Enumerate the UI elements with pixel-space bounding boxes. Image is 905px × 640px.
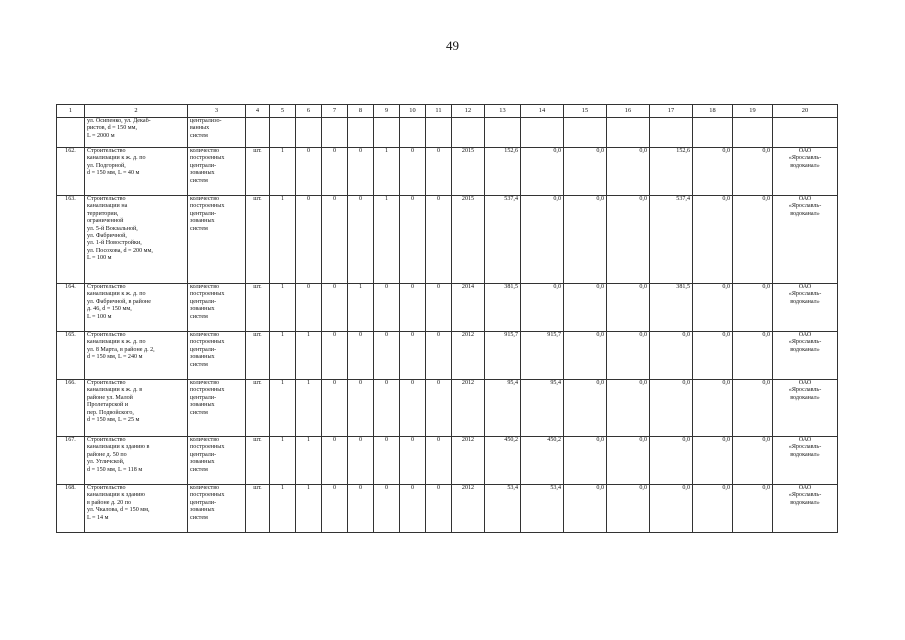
value-cell: 0 (426, 332, 452, 380)
column-header: 19 (733, 105, 773, 118)
value-cell: 1 (296, 485, 322, 533)
table-row (57, 437, 838, 485)
year-cell: 2012 (452, 437, 485, 485)
amount-cell: 53,4 (521, 485, 564, 533)
column-header: 9 (374, 105, 400, 118)
column-header: 14 (521, 105, 564, 118)
amount-cell: 0,0 (650, 332, 693, 380)
amount-cell: 450,2 (521, 437, 564, 485)
indicator-cell: количество построенных централи- зованных систем (188, 284, 246, 332)
indicator-cell: количество построенных централи- зованных систем (188, 332, 246, 380)
amount-cell: 915,7 (521, 332, 564, 380)
project-name-cell: Строительство канализации к ж. д. по ул. Подгорной, d = 150 мм, L = 40 м (85, 148, 188, 196)
value-cell: 1 (270, 485, 296, 533)
amount-cell: 0,0 (733, 485, 773, 533)
table-row (57, 380, 838, 437)
amount-cell: 0,0 (607, 284, 650, 332)
value-cell: 0 (374, 380, 400, 437)
year-cell: 2012 (452, 380, 485, 437)
amount-cell: 0,0 (693, 196, 733, 284)
column-header: 7 (322, 105, 348, 118)
table-row (57, 284, 838, 332)
value-cell: 0 (348, 332, 374, 380)
project-name-cell: Строительство канализации на территории, ограниченной ул. 5-й Вокзальной, ул. Фабричной, ул. 1-й Новостройки, ул. Посохова, d = 200 мм, L = 100 м (85, 196, 188, 284)
amount-cell: 0,0 (564, 284, 607, 332)
unit-cell: шт. (246, 437, 270, 485)
amount-cell: 95,4 (521, 380, 564, 437)
value-cell: 0 (426, 196, 452, 284)
column-header: 3 (188, 105, 246, 118)
column-header: 11 (426, 105, 452, 118)
continuation-row (57, 118, 838, 148)
amount-cell: 0,0 (733, 284, 773, 332)
value-cell: 0 (348, 380, 374, 437)
indicator-cell: количество построенных централи- зованных систем (188, 380, 246, 437)
total-cell: 381,5 (485, 284, 521, 332)
organization-cell: ОАО «Ярославль- водоканал» (773, 485, 838, 533)
value-cell: 1 (270, 332, 296, 380)
value-cell: 0 (374, 437, 400, 485)
value-cell: 0 (296, 148, 322, 196)
row-number-cell: 165. (57, 332, 85, 380)
column-header: 18 (693, 105, 733, 118)
indicator-cell: количество построенных централи- зованных систем (188, 437, 246, 485)
column-header: 17 (650, 105, 693, 118)
column-header: 12 (452, 105, 485, 118)
value-cell: 0 (322, 284, 348, 332)
row-number-cell: 163. (57, 196, 85, 284)
value-cell: 0 (348, 437, 374, 485)
value-cell: 1 (348, 284, 374, 332)
value-cell: 0 (322, 148, 348, 196)
amount-cell: 0,0 (607, 485, 650, 533)
indicator-cell: количество построенных централи- зованных систем (188, 148, 246, 196)
row-number-cell: 164. (57, 284, 85, 332)
amount-cell: 0,0 (650, 437, 693, 485)
amount-cell: 0,0 (733, 196, 773, 284)
value-cell: 0 (400, 148, 426, 196)
amount-cell: 0,0 (693, 437, 733, 485)
column-header: 1 (57, 105, 85, 118)
project-name-cell: Строительство канализации к ж. д. по ул. 8 Марта, в районе д. 2, d = 150 мм, L = 240 м (85, 332, 188, 380)
value-cell: 0 (426, 485, 452, 533)
column-header: 10 (400, 105, 426, 118)
project-name-cell: Строительство канализации к зданию в районе д. 50 по ул. Угличской, d = 150 мм, L = 118 м (85, 437, 188, 485)
amount-cell: 0,0 (521, 196, 564, 284)
value-cell: 0 (400, 437, 426, 485)
amount-cell: 0,0 (693, 380, 733, 437)
row-number-cell: 167. (57, 437, 85, 485)
amount-cell: 0,0 (733, 380, 773, 437)
amount-cell: 0,0 (733, 332, 773, 380)
amount-cell: 0,0 (521, 284, 564, 332)
organization-cell: ОАО «Ярославль- водоканал» (773, 380, 838, 437)
value-cell: 0 (322, 437, 348, 485)
amount-cell: 0,0 (564, 437, 607, 485)
value-cell: 0 (426, 380, 452, 437)
amount-cell: 0,0 (650, 485, 693, 533)
value-cell: 0 (374, 485, 400, 533)
unit-cell: шт. (246, 196, 270, 284)
amount-cell: 0,0 (564, 332, 607, 380)
total-cell: 537,4 (485, 196, 521, 284)
amount-cell: 0,0 (564, 196, 607, 284)
table-row (57, 148, 838, 196)
indicator-cell: количество построенных централи- зованных систем (188, 485, 246, 533)
column-header: 13 (485, 105, 521, 118)
row-number-cell: 168. (57, 485, 85, 533)
page-number: 49 (446, 38, 459, 53)
value-cell: 1 (270, 284, 296, 332)
value-cell: 1 (374, 148, 400, 196)
amount-cell: 381,5 (650, 284, 693, 332)
amount-cell: 0,0 (564, 148, 607, 196)
value-cell: 0 (426, 284, 452, 332)
unit-cell: шт. (246, 380, 270, 437)
value-cell: 0 (400, 332, 426, 380)
indicator-cell: централизо- ванных систем (188, 118, 246, 148)
year-cell: 2012 (452, 332, 485, 380)
project-name-cell: ул. Осипенко, ул. Декаб- ристов, d = 150 мм, L = 2000 м (85, 118, 188, 148)
column-header: 2 (85, 105, 188, 118)
row-number-cell: 166. (57, 380, 85, 437)
total-cell: 53,4 (485, 485, 521, 533)
value-cell: 0 (400, 196, 426, 284)
amount-cell: 0,0 (650, 380, 693, 437)
total-cell: 95,4 (485, 380, 521, 437)
value-cell: 0 (296, 284, 322, 332)
column-header: 8 (348, 105, 374, 118)
project-name-cell: Строительство канализации к ж. д. в районе ул. Малой Пролетарской и пер. Подвойского, d = 150 мм, L = 25 м (85, 380, 188, 437)
total-cell: 450,2 (485, 437, 521, 485)
value-cell: 0 (322, 332, 348, 380)
column-header: 20 (773, 105, 838, 118)
amount-cell: 0,0 (693, 485, 733, 533)
amount-cell: 0,0 (733, 148, 773, 196)
header-row (57, 105, 838, 118)
unit-cell: шт. (246, 148, 270, 196)
amount-cell: 0,0 (693, 284, 733, 332)
amount-cell: 0,0 (607, 148, 650, 196)
value-cell: 0 (296, 196, 322, 284)
total-cell: 152,6 (485, 148, 521, 196)
value-cell: 1 (296, 437, 322, 485)
value-cell: 0 (374, 284, 400, 332)
amount-cell: 0,0 (564, 485, 607, 533)
organization-cell: ОАО «Ярославль- водоканал» (773, 148, 838, 196)
amount-cell: 152,6 (650, 148, 693, 196)
amount-cell: 0,0 (607, 196, 650, 284)
organization-cell: ОАО «Ярославль- водоканал» (773, 284, 838, 332)
indicator-cell: количество построенных централи- зованных систем (188, 196, 246, 284)
amount-cell: 0,0 (607, 380, 650, 437)
organization-cell: ОАО «Ярославль- водоканал» (773, 196, 838, 284)
row-number-cell: 162. (57, 148, 85, 196)
value-cell: 0 (348, 148, 374, 196)
column-header: 6 (296, 105, 322, 118)
year-cell: 2012 (452, 485, 485, 533)
amount-cell: 0,0 (693, 332, 733, 380)
amount-cell: 0,0 (693, 148, 733, 196)
column-header: 15 (564, 105, 607, 118)
value-cell: 0 (426, 148, 452, 196)
amount-cell: 0,0 (607, 332, 650, 380)
value-cell: 0 (322, 485, 348, 533)
value-cell: 1 (374, 196, 400, 284)
project-name-cell: Строительство канализации к зданию в районе д. 20 по ул. Чкалова, d = 150 мм, L = 14 м (85, 485, 188, 533)
value-cell: 1 (270, 148, 296, 196)
value-cell: 1 (270, 196, 296, 284)
value-cell: 0 (348, 485, 374, 533)
value-cell: 1 (270, 380, 296, 437)
amount-cell: 0,0 (733, 437, 773, 485)
value-cell: 0 (400, 380, 426, 437)
column-header: 4 (246, 105, 270, 118)
value-cell: 0 (400, 485, 426, 533)
column-header: 5 (270, 105, 296, 118)
year-cell: 2015 (452, 148, 485, 196)
value-cell: 0 (322, 380, 348, 437)
year-cell: 2014 (452, 284, 485, 332)
value-cell: 1 (296, 380, 322, 437)
year-cell: 2015 (452, 196, 485, 284)
organization-cell: ОАО «Ярославль- водоканал» (773, 332, 838, 380)
unit-cell: шт. (246, 332, 270, 380)
unit-cell: шт. (246, 485, 270, 533)
unit-cell: шт. (246, 284, 270, 332)
table-row (57, 196, 838, 284)
value-cell: 0 (348, 196, 374, 284)
value-cell: 1 (270, 437, 296, 485)
amount-cell: 0,0 (607, 437, 650, 485)
organization-cell: ОАО «Ярославль- водоканал» (773, 437, 838, 485)
amount-cell: 537,4 (650, 196, 693, 284)
total-cell: 915,7 (485, 332, 521, 380)
value-cell: 0 (400, 284, 426, 332)
value-cell: 0 (426, 437, 452, 485)
value-cell: 0 (322, 196, 348, 284)
table-row (57, 485, 838, 533)
project-name-cell: Строительство канализации к ж. д. по ул. Фабричной, в районе д. 46, d = 150 мм, L = 100 м (85, 284, 188, 332)
column-header: 16 (607, 105, 650, 118)
value-cell: 0 (374, 332, 400, 380)
data-table (56, 104, 838, 533)
table-row (57, 332, 838, 380)
amount-cell: 0,0 (521, 148, 564, 196)
value-cell: 1 (296, 332, 322, 380)
amount-cell: 0,0 (564, 380, 607, 437)
